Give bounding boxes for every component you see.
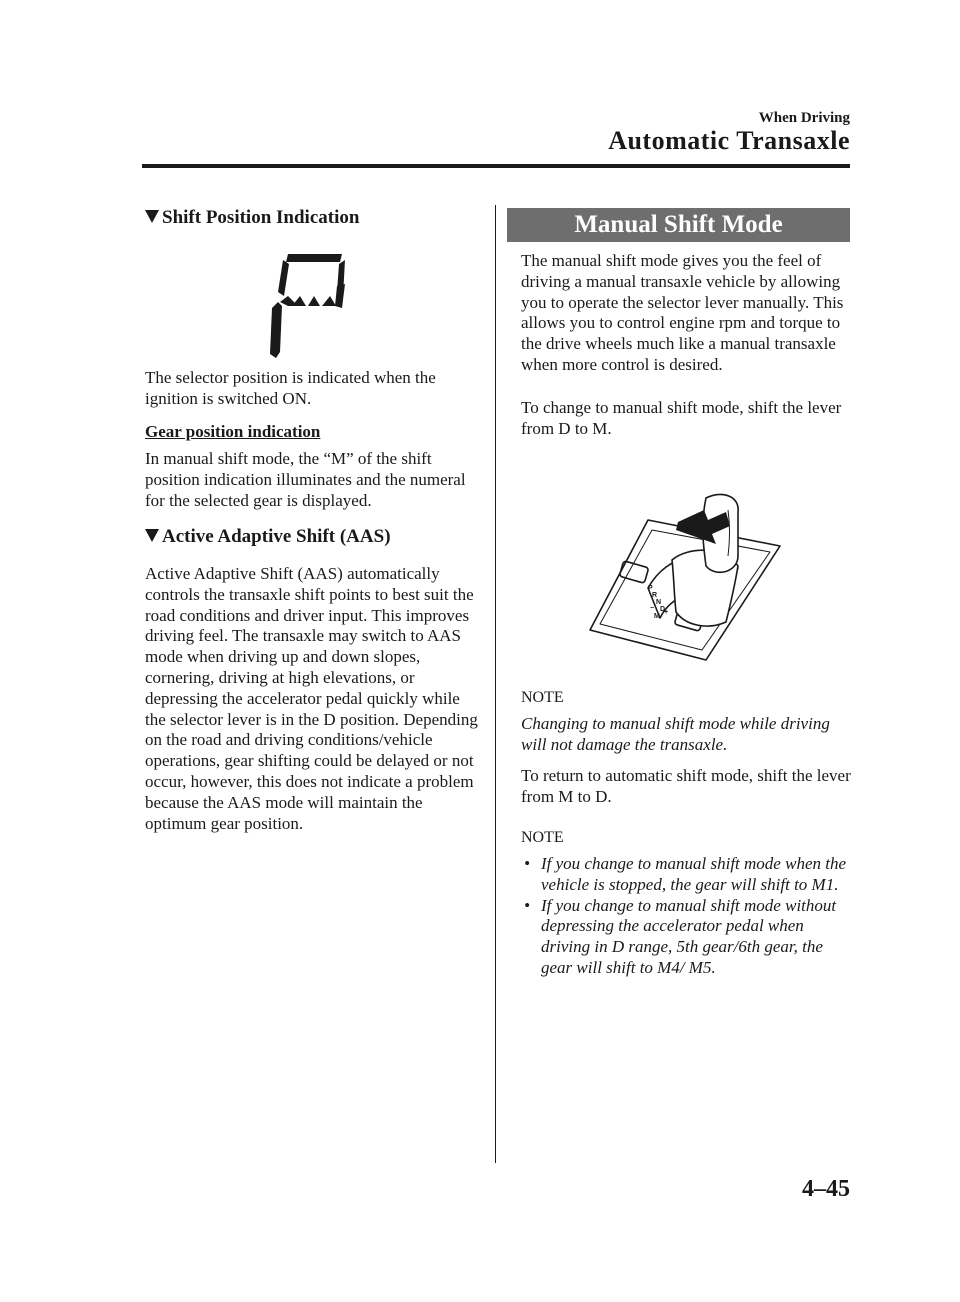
column-divider	[495, 205, 496, 1163]
change-to-manual-paragraph: To change to manual shift mode, shift the lever from D to M.	[521, 398, 842, 438]
gear-position-paragraph: In manual shift mode, the “M” of the shift position indication illuminates and the numeral for the selected gear is displayed.	[145, 449, 466, 510]
aas-heading: Active Adaptive Shift (AAS)	[145, 527, 480, 548]
shift-indicator-p-icon	[262, 250, 352, 362]
note-list-2	[521, 854, 851, 979]
shift-position-heading: Shift Position Indication	[145, 208, 480, 229]
page-number: 4–45	[802, 1176, 850, 1202]
aas-paragraph: Active Adaptive Shift (AAS) automatically controls the transaxle shift points to best suit the road conditions and driver input. This improves driving feel. The transaxle may switch to AAS mode when driving up and down slopes, cornering, driving at high elevations, or depressing the accelerator pedal quickly while the selector lever is in the D position. Depending on the road and driving conditions/vehicle operations, gear shifting could be delayed or not occur, however, this does not indicate a problem because the AAS mode will maintain the optimum gear position.	[145, 564, 478, 833]
shift-lever-illustration	[588, 490, 792, 666]
manual-shift-intro-paragraph: The manual shift mode gives you the feel of driving a manual transaxle vehicle by allowing you to operate the selector lever manually. This allows you to control engine rpm and torque to the drive wheels much like a manual transaxle when more control is desired.	[521, 251, 844, 374]
return-to-automatic-paragraph: To return to automatic shift mode, shift the lever from M to D.	[521, 766, 851, 806]
gear-position-subheading: Gear position indication	[145, 422, 321, 441]
bullet-dot-icon: •	[524, 854, 530, 873]
gate-label-p: P	[648, 585, 653, 592]
triangle-bullet-icon	[145, 529, 159, 542]
list-item: • If you change to manual shift mode without depressing the accelerator pedal when driving in D range, 5th gear/6th gear, the gear will shift to M4/ M5.	[524, 895, 837, 977]
gate-label-plus: +	[664, 609, 669, 616]
note-label-2: NOTE	[521, 829, 564, 846]
gate-label-n: N	[656, 599, 662, 606]
note-label-1: NOTE	[521, 689, 564, 706]
gate-label-m: M	[654, 613, 660, 620]
shift-position-paragraph: The selector position is indicated when the ignition is switched ON.	[145, 368, 436, 408]
gate-label-minus: −	[650, 605, 655, 612]
header-section-label: When Driving	[758, 110, 850, 126]
triangle-bullet-icon	[145, 210, 159, 223]
bullet-dot-icon: •	[524, 895, 530, 915]
gate-label-d: D	[660, 606, 666, 613]
gate-label-r: R	[652, 592, 658, 599]
manual-shift-mode-banner: Manual Shift Mode	[507, 208, 850, 242]
header-rule	[142, 164, 850, 168]
chapter-title: Automatic Transaxle	[608, 126, 850, 155]
note-text-1: Changing to manual shift mode while driving will not damage the transaxle.	[521, 714, 830, 754]
list-item: • If you change to manual shift mode when the vehicle is stopped, the gear will shift to M1.	[524, 854, 847, 894]
